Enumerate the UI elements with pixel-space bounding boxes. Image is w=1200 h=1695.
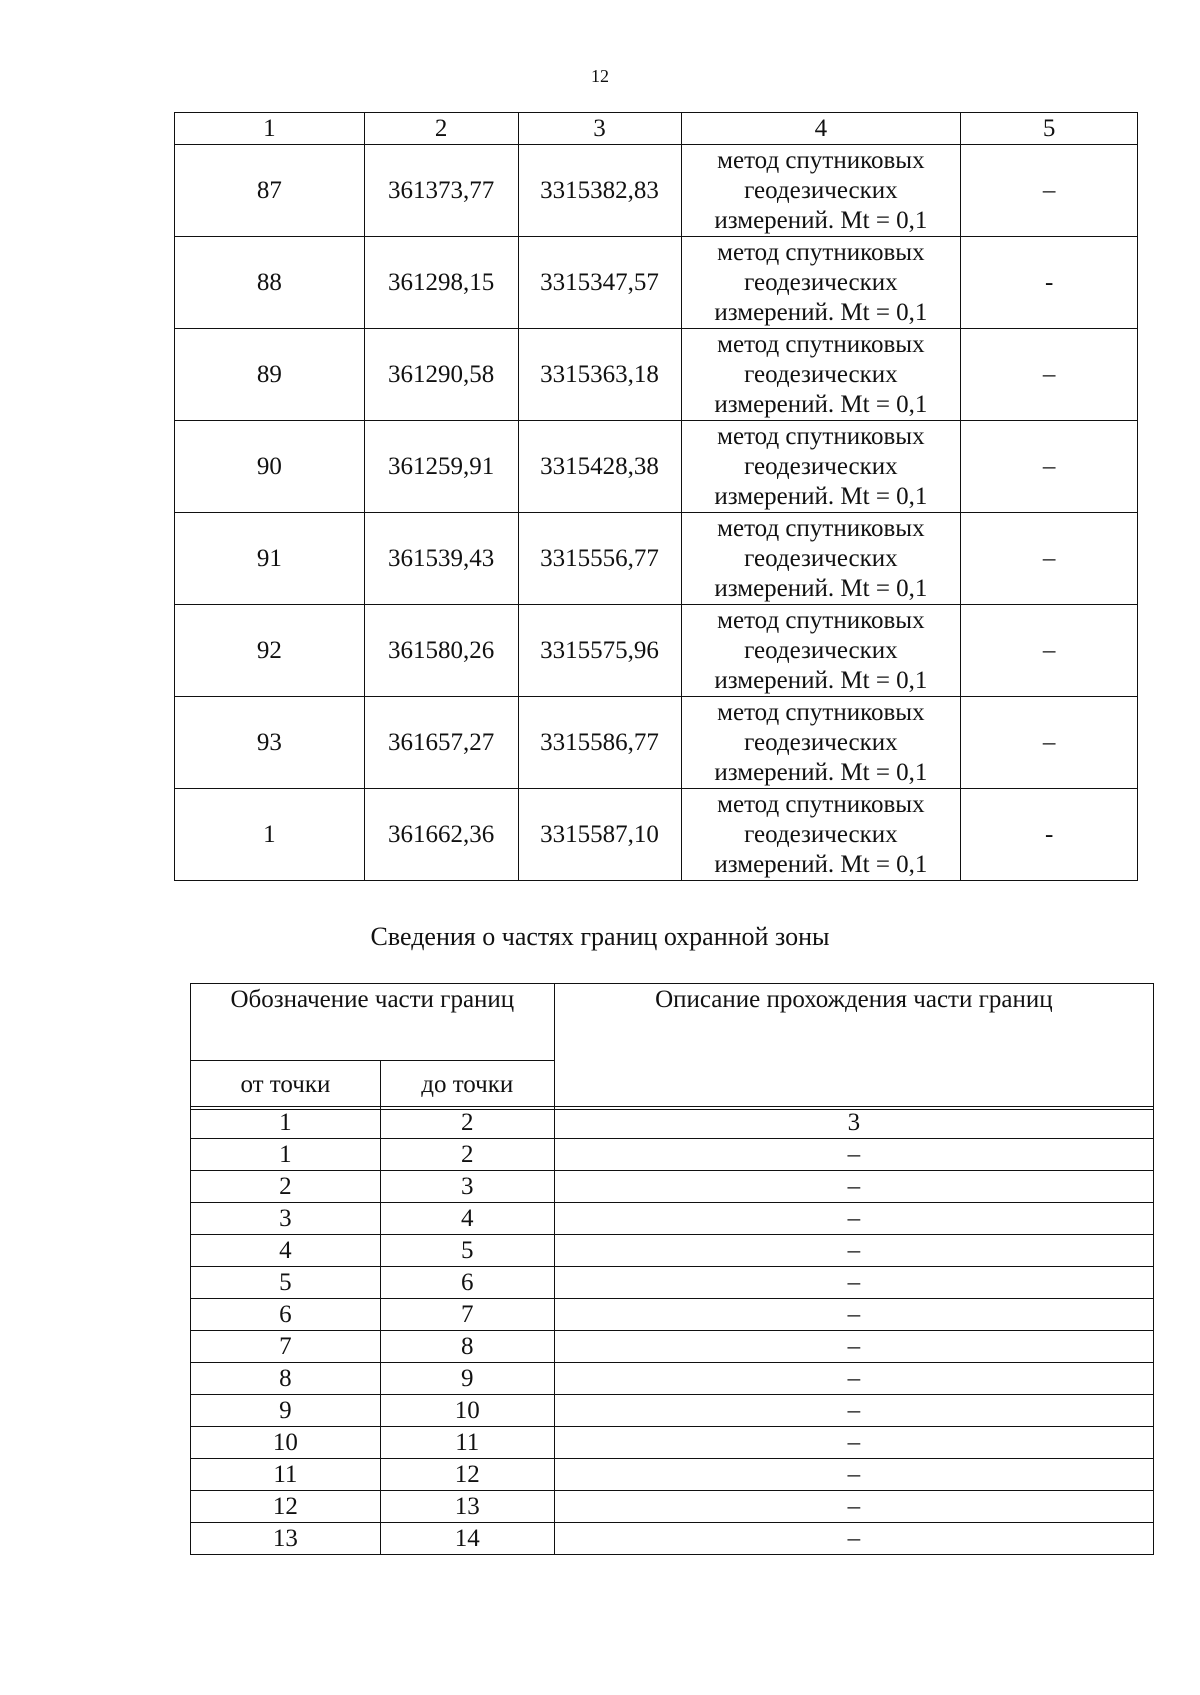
method-cell: метод спутниковых геодезических измерений. Mt = 0,1 bbox=[681, 329, 961, 421]
to-point-cell: 10 bbox=[380, 1395, 554, 1427]
boundary-part-row bbox=[191, 1299, 1154, 1331]
part-description-cell: – bbox=[554, 1171, 1153, 1203]
y-coordinate-cell: 3315575,96 bbox=[518, 605, 681, 697]
part-description-cell: – bbox=[554, 1395, 1153, 1427]
boundary-part-row bbox=[191, 1427, 1154, 1459]
coordinates-row bbox=[175, 421, 1138, 513]
coordinates-row bbox=[175, 789, 1138, 881]
part-description-cell: – bbox=[554, 1459, 1153, 1491]
coordinates-header-row bbox=[175, 113, 1138, 145]
from-point-cell: 13 bbox=[191, 1523, 381, 1555]
method-cell: метод спутниковых геодезических измерений. Mt = 0,1 bbox=[681, 789, 961, 881]
from-point-cell: 12 bbox=[191, 1491, 381, 1523]
point-number-cell: 91 bbox=[175, 513, 365, 605]
coordinates-header-cell: 2 bbox=[364, 113, 518, 145]
to-point-cell: 8 bbox=[380, 1331, 554, 1363]
from-point-cell: 11 bbox=[191, 1459, 381, 1491]
x-coordinate-cell: 361539,43 bbox=[364, 513, 518, 605]
part-description-cell: – bbox=[554, 1427, 1153, 1459]
from-point-cell: 8 bbox=[191, 1363, 381, 1395]
from-point-cell: 3 bbox=[191, 1203, 381, 1235]
designation-header: Обозначение части границ bbox=[191, 984, 555, 1061]
x-coordinate-cell: 361259,91 bbox=[364, 421, 518, 513]
from-point-cell: 6 bbox=[191, 1299, 381, 1331]
point-number-cell: 89 bbox=[175, 329, 365, 421]
coordinates-header-cell: 5 bbox=[961, 113, 1138, 145]
y-coordinate-cell: 3315347,57 bbox=[518, 237, 681, 329]
from-point-cell: 1 bbox=[191, 1139, 381, 1171]
coordinates-row bbox=[175, 329, 1138, 421]
coordinates-row bbox=[175, 605, 1138, 697]
description-header: Описание прохождения части границ bbox=[554, 984, 1153, 1110]
to-point-cell: 11 bbox=[380, 1427, 554, 1459]
to-point-cell: 9 bbox=[380, 1363, 554, 1395]
boundary-part-row bbox=[191, 1395, 1154, 1427]
boundary-part-row bbox=[191, 1459, 1154, 1491]
description-cell: – bbox=[961, 513, 1138, 605]
from-point-header: от точки bbox=[191, 1061, 381, 1110]
column-number-cell: 3 bbox=[554, 1107, 1153, 1139]
boundary-part-row bbox=[191, 1139, 1154, 1171]
method-cell: метод спутниковых геодезических измерений. Mt = 0,1 bbox=[681, 605, 961, 697]
x-coordinate-cell: 361580,26 bbox=[364, 605, 518, 697]
to-point-cell: 13 bbox=[380, 1491, 554, 1523]
boundary-part-row bbox=[191, 1235, 1154, 1267]
x-coordinate-cell: 361290,58 bbox=[364, 329, 518, 421]
from-point-cell: 5 bbox=[191, 1267, 381, 1299]
part-description-cell: – bbox=[554, 1299, 1153, 1331]
to-point-cell: 2 bbox=[380, 1139, 554, 1171]
y-coordinate-cell: 3315586,77 bbox=[518, 697, 681, 789]
section-title: Сведения о частях границ охранной зоны bbox=[370, 922, 830, 951]
description-cell: – bbox=[961, 697, 1138, 789]
point-number-cell: 90 bbox=[175, 421, 365, 513]
point-number-cell: 87 bbox=[175, 145, 365, 237]
coordinates-row bbox=[175, 237, 1138, 329]
part-description-cell: – bbox=[554, 1331, 1153, 1363]
coordinates-row bbox=[175, 697, 1138, 789]
coordinates-header-cell: 3 bbox=[518, 113, 681, 145]
part-description-cell: – bbox=[554, 1491, 1153, 1523]
x-coordinate-cell: 361662,36 bbox=[364, 789, 518, 881]
boundary-parts-header-row bbox=[191, 984, 1154, 1061]
from-point-cell: 9 bbox=[191, 1395, 381, 1427]
method-cell: метод спутниковых геодезических измерений. Mt = 0,1 bbox=[681, 237, 961, 329]
boundary-part-row bbox=[191, 1267, 1154, 1299]
description-cell: – bbox=[961, 421, 1138, 513]
boundary-part-row bbox=[191, 1363, 1154, 1395]
x-coordinate-cell: 361657,27 bbox=[364, 697, 518, 789]
method-cell: метод спутниковых геодезических измерений. Mt = 0,1 bbox=[681, 145, 961, 237]
column-number-cell: 2 bbox=[380, 1107, 554, 1139]
boundary-part-row bbox=[191, 1523, 1154, 1555]
from-point-cell: 7 bbox=[191, 1331, 381, 1363]
to-point-cell: 14 bbox=[380, 1523, 554, 1555]
part-description-cell: – bbox=[554, 1363, 1153, 1395]
method-cell: метод спутниковых геодезических измерений. Mt = 0,1 bbox=[681, 513, 961, 605]
point-number-cell: 93 bbox=[175, 697, 365, 789]
boundary-part-row bbox=[191, 1491, 1154, 1523]
description-cell: - bbox=[961, 789, 1138, 881]
point-number-cell: 1 bbox=[175, 789, 365, 881]
x-coordinate-cell: 361373,77 bbox=[364, 145, 518, 237]
coordinates-row bbox=[175, 513, 1138, 605]
part-description-cell: – bbox=[554, 1139, 1153, 1171]
part-description-cell: – bbox=[554, 1523, 1153, 1555]
to-point-cell: 3 bbox=[380, 1171, 554, 1203]
boundary-part-row bbox=[191, 1331, 1154, 1363]
part-description-cell: – bbox=[554, 1267, 1153, 1299]
y-coordinate-cell: 3315363,18 bbox=[518, 329, 681, 421]
coordinates-table bbox=[174, 112, 1138, 881]
coordinates-header-cell: 4 bbox=[681, 113, 961, 145]
description-cell: - bbox=[961, 237, 1138, 329]
method-cell: метод спутниковых геодезических измерений. Mt = 0,1 bbox=[681, 697, 961, 789]
to-point-cell: 6 bbox=[380, 1267, 554, 1299]
boundary-part-row bbox=[191, 1203, 1154, 1235]
to-point-cell: 4 bbox=[380, 1203, 554, 1235]
from-point-cell: 4 bbox=[191, 1235, 381, 1267]
point-number-cell: 92 bbox=[175, 605, 365, 697]
column-number-row bbox=[191, 1107, 1154, 1139]
part-description-cell: – bbox=[554, 1203, 1153, 1235]
boundary-part-row bbox=[191, 1171, 1154, 1203]
boundary-parts-header-table bbox=[190, 983, 1154, 1110]
y-coordinate-cell: 3315556,77 bbox=[518, 513, 681, 605]
x-coordinate-cell: 361298,15 bbox=[364, 237, 518, 329]
column-number-cell: 1 bbox=[191, 1107, 381, 1139]
description-cell: – bbox=[961, 329, 1138, 421]
from-point-cell: 10 bbox=[191, 1427, 381, 1459]
description-cell: – bbox=[961, 145, 1138, 237]
coordinates-header-cell: 1 bbox=[175, 113, 365, 145]
to-point-cell: 12 bbox=[380, 1459, 554, 1491]
method-cell: метод спутниковых геодезических измерений. Mt = 0,1 bbox=[681, 421, 961, 513]
y-coordinate-cell: 3315587,10 bbox=[518, 789, 681, 881]
from-point-cell: 2 bbox=[191, 1171, 381, 1203]
to-point-cell: 5 bbox=[380, 1235, 554, 1267]
page-number: 12 bbox=[591, 66, 609, 86]
part-description-cell: – bbox=[554, 1235, 1153, 1267]
to-point-header: до точки bbox=[380, 1061, 554, 1110]
coordinates-row bbox=[175, 145, 1138, 237]
y-coordinate-cell: 3315382,83 bbox=[518, 145, 681, 237]
to-point-cell: 7 bbox=[380, 1299, 554, 1331]
y-coordinate-cell: 3315428,38 bbox=[518, 421, 681, 513]
boundary-parts-table bbox=[190, 1106, 1154, 1555]
point-number-cell: 88 bbox=[175, 237, 365, 329]
description-cell: – bbox=[961, 605, 1138, 697]
